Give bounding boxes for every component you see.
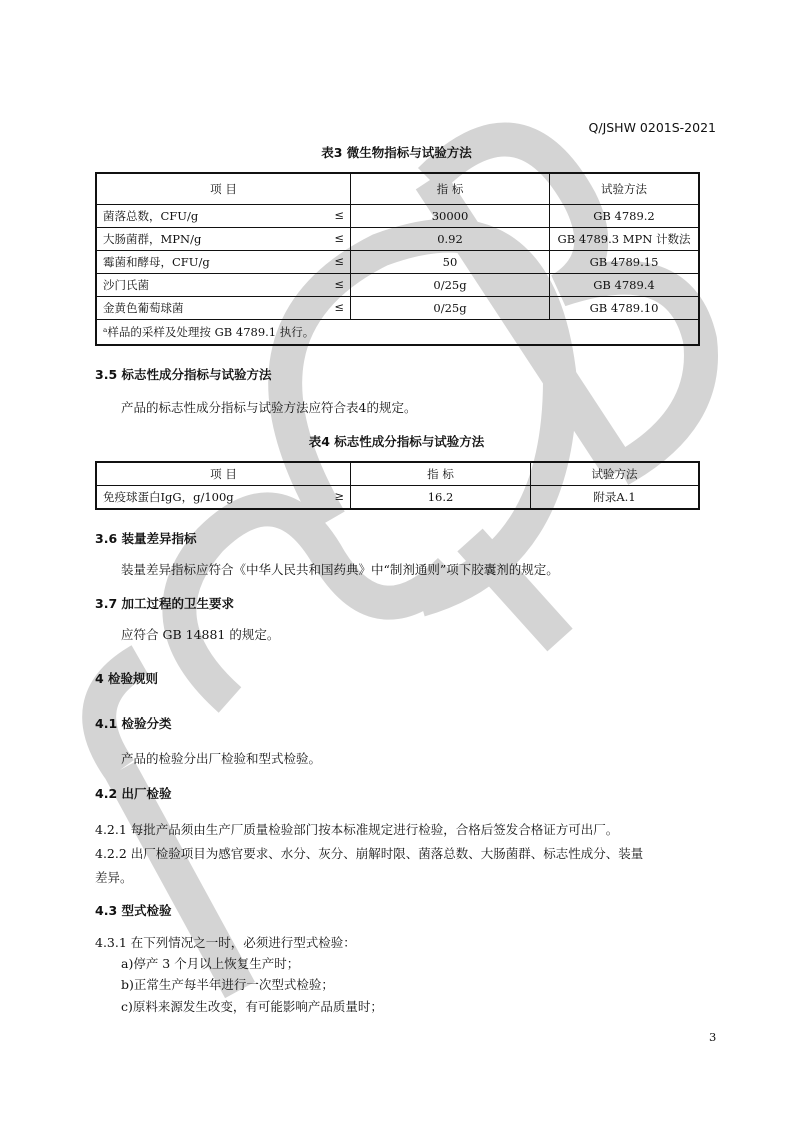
table3-microbial xyxy=(95,172,700,346)
table-row xyxy=(96,274,699,297)
item: 金黄色葡萄球菌 xyxy=(103,301,184,315)
table-footnote: ᵃ样品的采样及处理按 GB 4789.1 执行。 xyxy=(96,320,699,346)
table-row xyxy=(96,297,699,320)
page-number: 3 xyxy=(709,1030,717,1044)
section-4-title: 4 检验规则 xyxy=(95,671,159,686)
header-item: 项 目 xyxy=(96,173,351,205)
document-code: Q/JSHW 0201S-2021 xyxy=(588,120,716,135)
comparison-symbol: ≤ xyxy=(334,208,344,222)
table4-marker-components xyxy=(95,461,700,510)
section-3-7-title: 3.7 加工过程的卫生要求 xyxy=(95,596,234,611)
table3-caption: 表3 微生物指标与试验方法 xyxy=(321,145,472,160)
table-row xyxy=(96,251,699,274)
section-4-3-1: 4.3.1 在下列情况之一时，必须进行型式检验： xyxy=(95,935,356,950)
value: 16.2 xyxy=(351,486,531,510)
value: 0/25g xyxy=(351,274,550,297)
table-row xyxy=(96,228,699,251)
table4-caption: 表4 标志性成分指标与试验方法 xyxy=(308,434,485,449)
item: 大肠菌群，MPN/g xyxy=(103,232,202,246)
list-item: b)正常生产每半年进行一次型式检验； xyxy=(121,977,334,992)
method: GB 4789.3 MPN 计数法 xyxy=(550,228,700,251)
section-3-6-title: 3.6 装量差异指标 xyxy=(95,531,197,546)
section-3-5-text: 产品的标志性成分指标与试验方法应符合表4的规定。 xyxy=(121,400,417,415)
section-4-2-2: 4.2.2 出厂检验项目为感官要求、水分、灰分、崩解时限、菌落总数、大肠菌群、标志性成分、装量 xyxy=(95,846,644,861)
comparison-symbol: ≤ xyxy=(334,231,344,245)
section-4-1-text: 产品的检验分出厂检验和型式检验。 xyxy=(121,751,322,766)
section-4-1-title: 4.1 检验分类 xyxy=(95,716,172,731)
method: 附录A.1 xyxy=(531,486,700,510)
method: GB 4789.2 xyxy=(550,205,700,228)
item: 菌落总数，CFU/g xyxy=(103,209,199,223)
comparison-symbol: ≤ xyxy=(334,254,344,268)
table-header-row xyxy=(96,462,699,486)
table-footnote-row xyxy=(96,320,699,346)
value: 50 xyxy=(351,251,550,274)
item: 免疫球蛋白IgG，g/100g xyxy=(103,490,234,504)
list-item: a)停产 3 个月以上恢复生产时； xyxy=(121,956,300,971)
comparison-symbol: ≥ xyxy=(334,489,344,503)
value: 0.92 xyxy=(351,228,550,251)
section-4-2-2-cont: 差异。 xyxy=(95,870,133,885)
comparison-symbol: ≤ xyxy=(334,300,344,314)
header-method: 试验方法 xyxy=(531,462,700,486)
value: 30000 xyxy=(351,205,550,228)
header-value: 指 标 xyxy=(351,462,531,486)
list-item: c)原料来源发生改变，有可能影响产品质量时； xyxy=(121,999,383,1014)
section-3-7-text: 应符合 GB 14881 的规定。 xyxy=(121,627,280,642)
method: GB 4789.10 xyxy=(550,297,700,320)
section-3-5-title: 3.5 标志性成分指标与试验方法 xyxy=(95,367,272,382)
comparison-symbol: ≤ xyxy=(334,277,344,291)
header-value: 指 标 xyxy=(351,173,550,205)
header-item: 项 目 xyxy=(96,462,351,486)
section-4-2-title: 4.2 出厂检验 xyxy=(95,786,172,801)
section-3-6-text: 装量差异指标应符合《中华人民共和国药典》中“制剂通则”项下胶囊剂的规定。 xyxy=(121,562,559,577)
item: 霉菌和酵母，CFU/g xyxy=(103,255,210,269)
table-row xyxy=(96,205,699,228)
method: GB 4789.4 xyxy=(550,274,700,297)
header-method: 试验方法 xyxy=(550,173,700,205)
method: GB 4789.15 xyxy=(550,251,700,274)
value: 0/25g xyxy=(351,297,550,320)
item: 沙门氏菌 xyxy=(103,278,149,292)
section-4-2-1: 4.2.1 每批产品须由生产厂质量检验部门按本标准规定进行检验，合格后签发合格证方可出厂。 xyxy=(95,822,619,837)
table-header-row xyxy=(96,173,699,205)
section-4-3-title: 4.3 型式检验 xyxy=(95,903,172,918)
table-row xyxy=(96,486,699,510)
